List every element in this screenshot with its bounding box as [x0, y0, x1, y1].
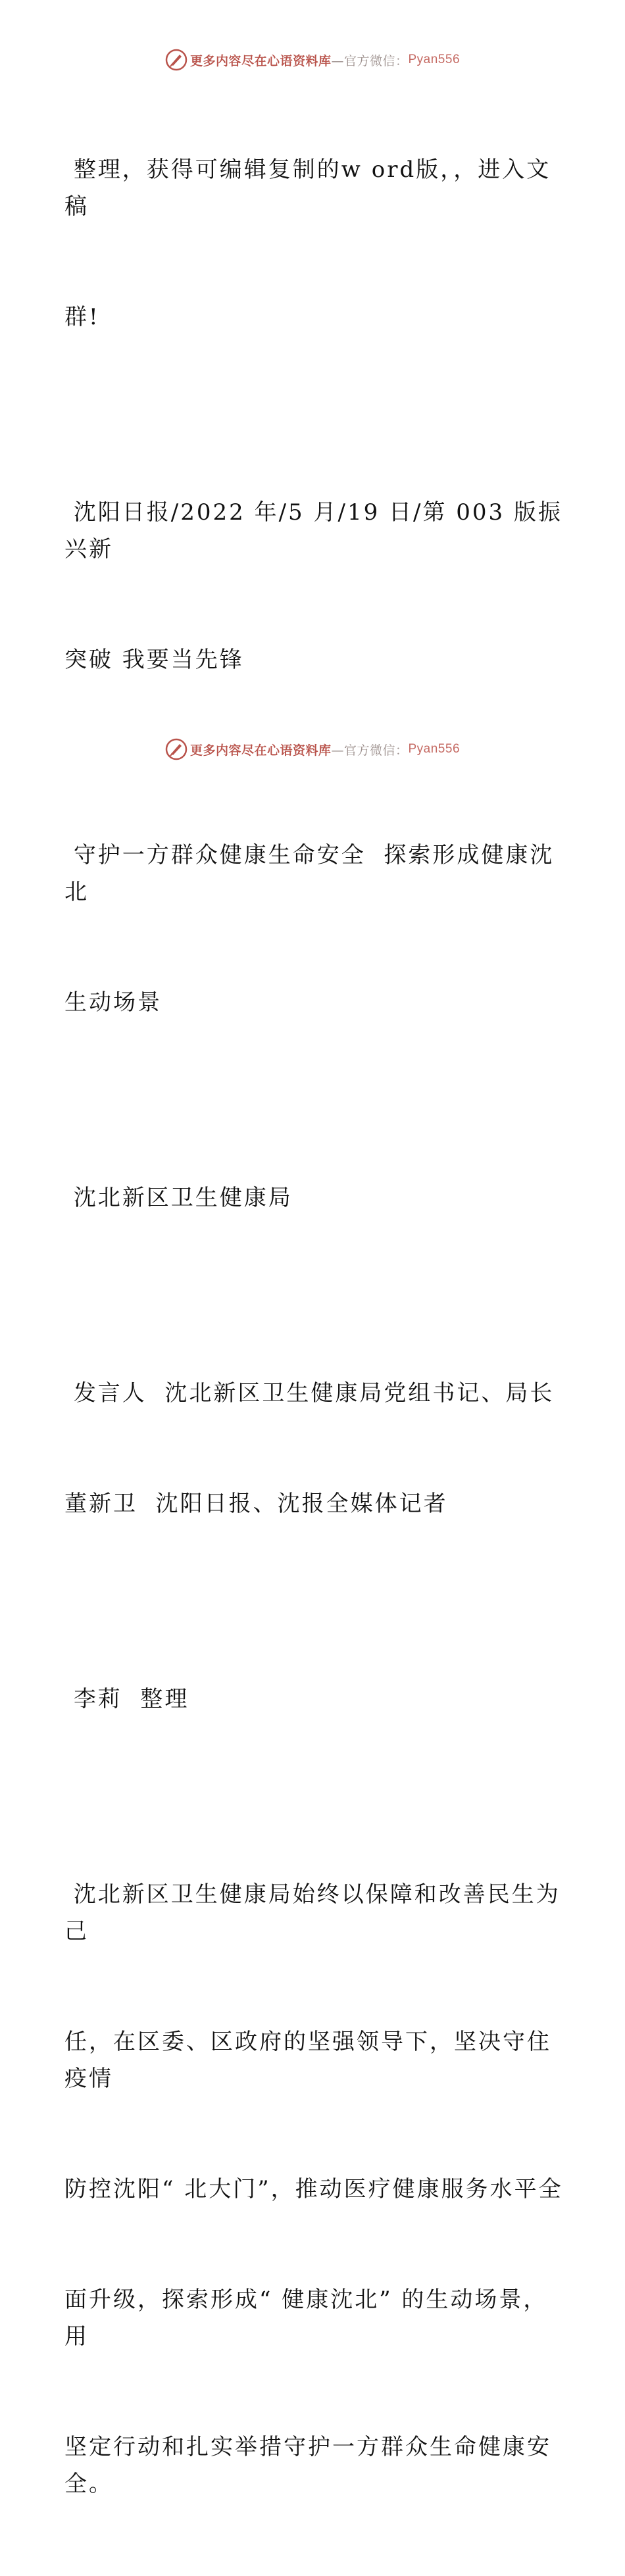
- footer-watermark: [0, 738, 625, 760]
- quill-logo-icon: [165, 738, 188, 760]
- quill-logo-icon: [165, 49, 188, 71]
- paragraph-main-text: [64, 1802, 564, 2576]
- document-body: [64, 78, 564, 2576]
- text-line: 防控沈阳“ 北大门”，推动医疗健康服务水平全: [64, 2176, 563, 2202]
- text-line: 坚定行动和扎实举措守护一方群众生命健康安全。: [64, 2434, 551, 2497]
- watermark-main-text: 更多内容尽在心语资料库: [189, 743, 332, 758]
- watermark-handle: Pyan556: [408, 53, 461, 66]
- paragraph-speaker: [64, 1301, 564, 1596]
- paragraph-source: [64, 420, 564, 752]
- watermark-main-text: 更多内容尽在心语资料库: [189, 53, 332, 68]
- watermark-handle: Pyan556: [408, 742, 461, 756]
- watermark-sub-text: —官方微信：: [331, 53, 409, 68]
- text-line: 生动场景: [64, 989, 162, 1016]
- text-line: 面升级，探索形成“ 健康沈北” 的生动场景，用: [64, 2287, 548, 2350]
- text-line: 任，在区委、区政府的坚强领导下，坚决守住疫情: [64, 2029, 551, 2092]
- header-watermark: [0, 49, 625, 71]
- paragraph-headline: [64, 763, 564, 1095]
- text-line: 发言人 沈北新区卫生健康局党组书记、局长: [64, 1380, 555, 1406]
- paragraph-editor: [64, 1607, 564, 1791]
- text-line: 沈北新区卫生健康局始终以保障和改善民生为己: [64, 1881, 561, 1944]
- text-line: 整理，获得可编辑复制的w ord版，，进入文稿: [64, 157, 551, 220]
- text-line: 李莉 整理: [64, 1686, 189, 1712]
- text-line: 沈阳日报/2022 年/5 月/19 日/第 003 版振兴新: [64, 499, 562, 562]
- paragraph-organization: [64, 1106, 564, 1290]
- text-line: 突破 我要当先锋: [64, 647, 244, 673]
- paragraph-intro: [64, 78, 564, 409]
- text-line: 群!: [64, 304, 100, 330]
- text-line: 沈北新区卫生健康局: [64, 1185, 293, 1211]
- text-line: 董新卫 沈阳日报、沈报全媒体记者: [64, 1491, 448, 1517]
- text-line: 守护一方群众健康生命安全 探索形成健康沈北: [64, 842, 555, 905]
- watermark-sub-text: —官方微信：: [331, 743, 409, 758]
